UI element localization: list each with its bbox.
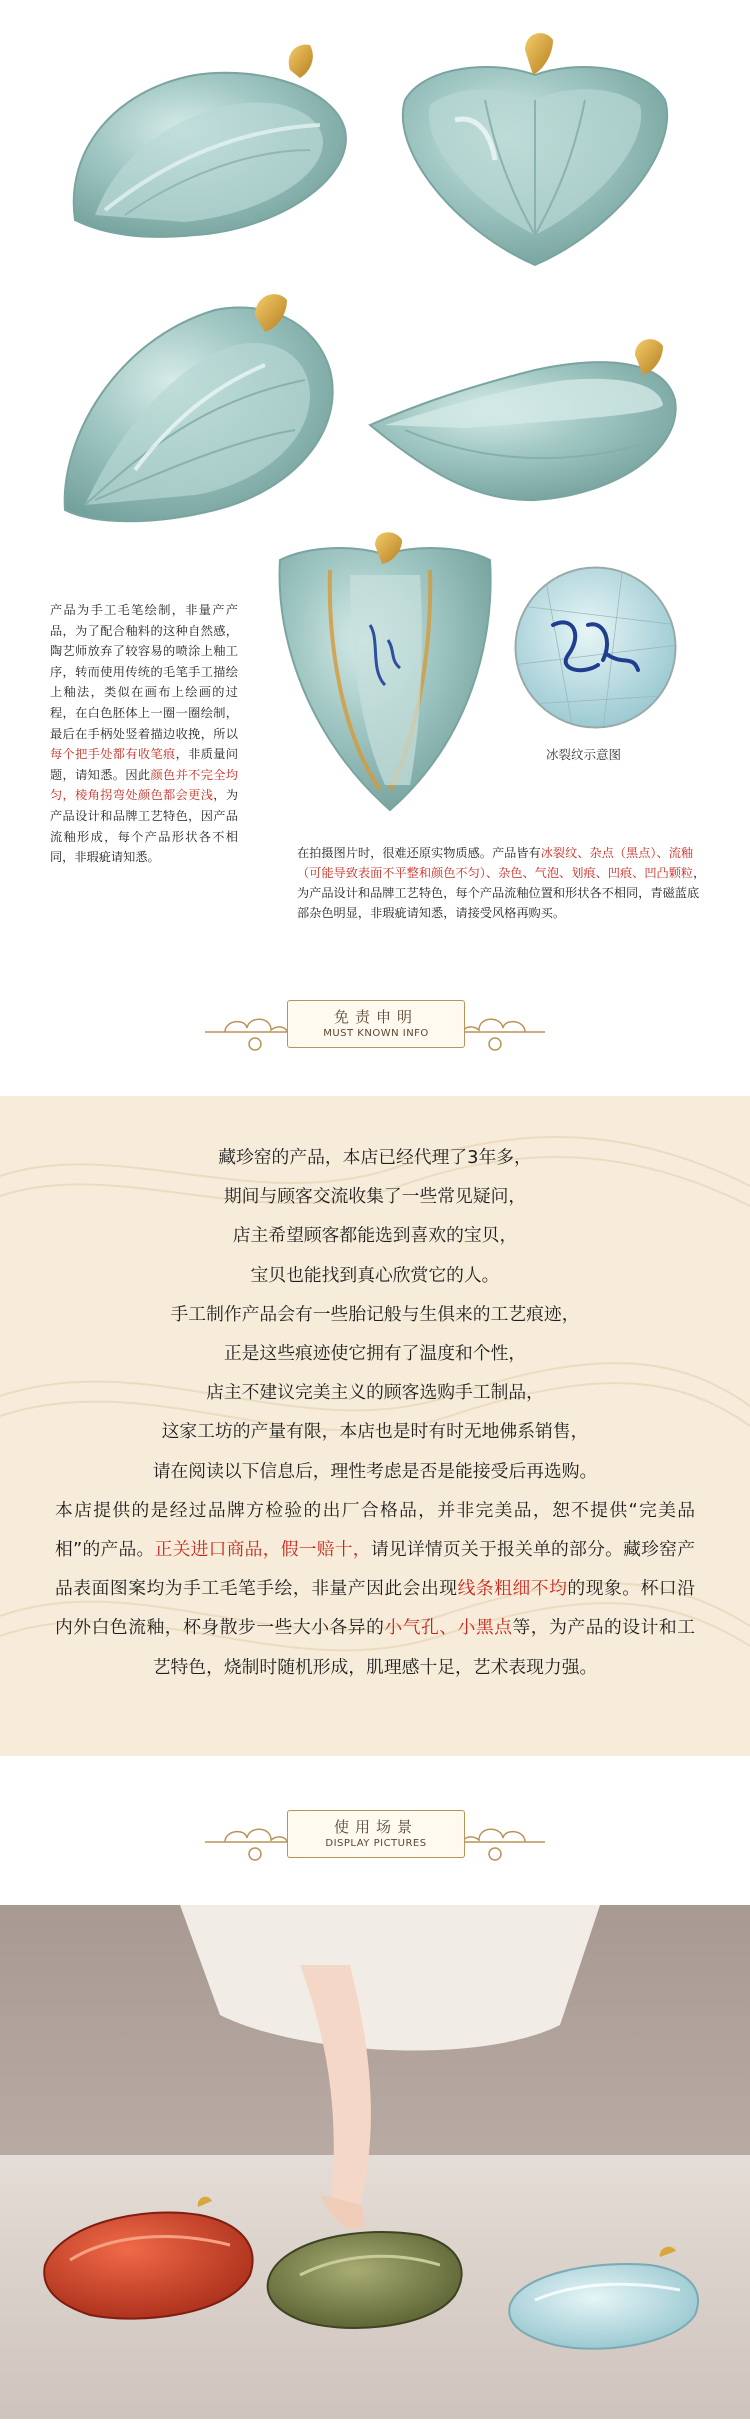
statement-text-run: 的现象。杯口沿内外白色流釉，杯身散步一些大小各异的 xyxy=(55,1578,695,1639)
celadon-leaf-dish-photo xyxy=(55,280,355,540)
note-text: ，为产品设计和品牌工艺特色，因产品流釉形成，每个产品形状各不相同，非瑕疵请知悉。 xyxy=(50,788,239,865)
section-header-display xyxy=(205,1800,545,1870)
section-subtitle: DISPLAY PICTURES xyxy=(325,1838,427,1849)
note-highlight: 颜色并不完全均匀，棱角拐弯处颜色都会更浅 xyxy=(50,767,239,803)
disclaimer-panel xyxy=(0,1096,750,1756)
section-title: 使用场景 xyxy=(333,1818,418,1836)
section-title-box xyxy=(287,1810,465,1858)
statement-line: 藏珍窑的产品，本店已经代理了3年多， xyxy=(218,1147,532,1168)
statement-text-run: 本店提供的是经过品牌方检验的出厂合格品，并非完美品，恕不提供“完美品相”的产品。 xyxy=(55,1499,695,1561)
statement-line: 这家工坊的产量有限，本店也是时有时无地佛系销售， xyxy=(161,1421,589,1443)
section-header-disclaimer xyxy=(205,990,545,1060)
note-highlight: 每个把手处都有收笔痕 xyxy=(50,747,176,762)
photo-note xyxy=(297,843,707,923)
statement-line: 宝贝也能找到真心欣赏它的人。 xyxy=(250,1264,500,1286)
usage-scene-photo xyxy=(0,1905,750,2419)
statement-line: 店主希望顾客都能选到喜欢的宝贝， xyxy=(232,1225,518,1247)
crackle-caption: 冰裂纹示意图 xyxy=(546,747,622,762)
statement-text-run: 请见详情页关于报关单的部分。藏珍窑产品表面图案均为手工毛笔手绘，非量产因此会出现 xyxy=(55,1539,695,1600)
statement-line: 手工制作产品会有一些胎记般与生俱来的工艺痕迹， xyxy=(170,1303,580,1325)
statement-line: 正是这些痕迹使它拥有了温度和个性， xyxy=(223,1343,527,1365)
section-title-box xyxy=(287,1000,465,1048)
section-title: 免责申明 xyxy=(333,1008,418,1026)
statement-text-run: 等，为产品的设计和工艺特色，烧制时随机形成，肌理感十足，艺术表现力强。 xyxy=(152,1617,695,1678)
celadon-leaf-dish-photo xyxy=(365,330,685,520)
statement-paragraph xyxy=(55,1491,695,1687)
celadon-leaf-dish-photo xyxy=(385,20,685,270)
section-subtitle: MUST KNOWN INFO xyxy=(323,1028,429,1039)
statement-highlight: 小气孔、小黑点 xyxy=(384,1617,513,1639)
note-text: 在拍摄图片时，很难还原实物质感。产品皆有 xyxy=(297,846,541,860)
statement-highlight: 正关进口商品，假一赔十， xyxy=(154,1539,371,1561)
note-text: ，非质量问题，请知悉。因此 xyxy=(50,747,239,782)
statement-text xyxy=(55,1138,695,1687)
celadon-leaf-dish-photo xyxy=(270,530,500,815)
note-text: ，为产品设计和品牌工艺特色，每个产品流釉位置和形状各不相同，青磁蓝底部杂色明显，非瑕疵请知悉，请接受风格再购买。 xyxy=(297,866,706,920)
statement-line: 请在阅读以下信息后，理性考虑是否是能接受后再选购。 xyxy=(152,1460,598,1482)
note-text: 产品为手工毛笔绘制，非量产产品，为了配合釉料的这种自然感，陶艺师放弃了较容易的喷涂上釉工序，转而使用传统的毛笔手工描绘上釉法，类似在画布上绘画的过程，在白色胚体上一圈一圈绘制，最后在手柄处竖着描边收挽，所以 xyxy=(50,603,238,741)
statement-line: 期间与顾客交流收集了一些常见疑问， xyxy=(223,1186,527,1208)
statement-highlight: 线条粗细不均 xyxy=(457,1578,568,1600)
handmade-note xyxy=(50,600,238,868)
celadon-leaf-dish-photo xyxy=(55,30,355,260)
note-highlight: 冰裂纹、杂点（黑点）、流釉（可能导致表面不平整和颜色不匀）、杂色、气泡、划痕、凹痕、凹凸颗粒 xyxy=(297,846,694,880)
statement-line: 店主不建议完美主义的顾客选购手工制品， xyxy=(206,1382,544,1404)
crackle-glaze-closeup xyxy=(513,565,678,730)
